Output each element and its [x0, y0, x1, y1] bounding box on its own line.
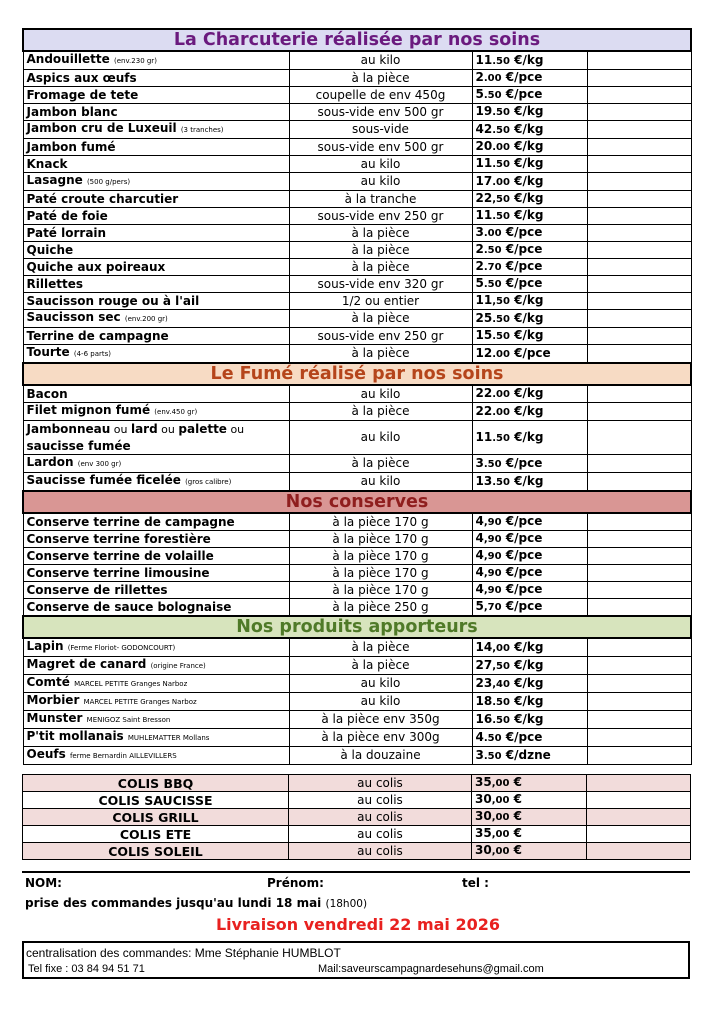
product-price: 20.00 €/kg [472, 139, 587, 156]
product-price: 11.50 €/kg [472, 208, 587, 225]
colis-row [23, 826, 691, 843]
price-list-sheet [22, 28, 690, 860]
quantity-cell [587, 403, 691, 421]
quantity-cell [587, 276, 691, 293]
product-row [23, 276, 691, 293]
colis-unit: au colis [289, 775, 472, 792]
quantity-cell [587, 729, 691, 747]
product-unit: au kilo [289, 473, 472, 492]
product-row [23, 385, 691, 403]
product-price: 3.50 €/pce [472, 455, 587, 473]
product-unit: à la pièce 170 g [289, 513, 472, 531]
quantity-cell [587, 104, 691, 121]
product-unit: à la douzaine [289, 747, 472, 765]
colis-name: COLIS SAUCISSE [23, 792, 289, 809]
product-unit: à la pièce env 350g [289, 711, 472, 729]
product-price: 22,50 €/kg [472, 191, 587, 208]
product-row [23, 156, 691, 173]
quantity-cell [587, 455, 691, 473]
product-name: Jambon fumé [23, 139, 289, 156]
quantity-cell [587, 328, 691, 345]
product-unit: sous-vide env 320 gr [289, 276, 472, 293]
product-price: 19.50 €/kg [472, 104, 587, 121]
product-price: 15.50 €/kg [472, 328, 587, 345]
product-note: (origine France) [150, 662, 206, 670]
product-name: Munster MENIGOZ Saint Bresson [23, 711, 289, 729]
quantity-cell [587, 675, 691, 693]
product-price: 2.70 €/pce [472, 259, 587, 276]
product-name: Terrine de campagne [23, 328, 289, 345]
product-row [23, 582, 691, 599]
product-unit: à la pièce [289, 455, 472, 473]
product-note: MARCEL PETITE Granges Narboz [83, 698, 197, 706]
order-form [22, 871, 690, 910]
product-unit: à la pièce [289, 310, 472, 328]
product-row [23, 675, 691, 693]
product-row [23, 293, 691, 310]
product-name: Conserve terrine de volaille [23, 548, 289, 565]
quantity-cell [587, 87, 691, 104]
quantity-cell [587, 242, 691, 259]
product-row [23, 729, 691, 747]
quantity-cell [587, 293, 691, 310]
colis-price: 35,00 € [472, 775, 587, 792]
product-name: Lasagne (500 g/pers) [23, 173, 289, 191]
product-name: Fromage de tete [23, 87, 289, 104]
product-row [23, 599, 691, 617]
product-unit: au kilo [289, 156, 472, 173]
product-price: 3.50 €/dzne [472, 747, 587, 765]
product-unit: au kilo [289, 421, 472, 455]
quantity-cell [587, 809, 691, 826]
product-row [23, 225, 691, 242]
product-unit: sous-vide env 250 gr [289, 208, 472, 225]
contact-phone: Tel fixe : 03 84 94 51 71 [28, 963, 145, 975]
quantity-cell [587, 345, 691, 364]
quantity-cell [587, 173, 691, 191]
product-unit: sous-vide [289, 121, 472, 139]
product-name: Oeufs ferme Bernardin AILLEVILLERS [23, 747, 289, 765]
colis-row [23, 843, 691, 860]
product-price: 2.00 €/pce [472, 70, 587, 87]
product-price: 42.50 €/kg [472, 121, 587, 139]
quantity-cell [587, 775, 691, 792]
colis-name: COLIS ETE [23, 826, 289, 843]
prenom-field-label: Prénom: [267, 876, 324, 890]
product-row [23, 51, 691, 70]
product-name: Conserve terrine forestière [23, 531, 289, 548]
product-note: (env.200 gr) [124, 315, 168, 323]
product-name: Conserve terrine limousine [23, 565, 289, 582]
quantity-cell [587, 657, 691, 675]
product-name: Tourte (4-6 parts) [23, 345, 289, 364]
product-price: 2.50 €/pce [472, 242, 587, 259]
product-name: Jambon blanc [23, 104, 289, 121]
product-name: Lardon (env 300 gr) [23, 455, 289, 473]
product-price: 11.50 €/kg [472, 421, 587, 455]
tel-field-label: tel : [462, 876, 489, 890]
product-row [23, 242, 691, 259]
quantity-cell [587, 747, 691, 765]
quantity-cell [587, 156, 691, 173]
product-price: 5.50 €/pce [472, 87, 587, 104]
section-header [23, 29, 691, 51]
quantity-cell [587, 310, 691, 328]
quantity-cell [587, 473, 691, 492]
quantity-cell [587, 693, 691, 711]
product-price: 3.00 €/pce [472, 225, 587, 242]
product-name: Conserve de sauce bolognaise [23, 599, 289, 617]
product-name: Bacon [23, 385, 289, 403]
product-unit: sous-vide env 250 gr [289, 328, 472, 345]
product-name: Quiche aux poireaux [23, 259, 289, 276]
product-unit: à la pièce 170 g [289, 582, 472, 599]
product-note: (500 g/pers) [86, 178, 131, 186]
product-note: (env.450 gr) [154, 408, 198, 416]
quantity-cell [587, 225, 691, 242]
quantity-cell [587, 792, 691, 809]
product-price: 13.50 €/kg [472, 473, 587, 492]
product-row [23, 70, 691, 87]
product-name: Knack [23, 156, 289, 173]
contact-mail: Mail:saveurscampagnardesehuns@gmail.com [318, 963, 544, 975]
product-unit: à la pièce [289, 225, 472, 242]
colis-name: COLIS SOLEIL [23, 843, 289, 860]
product-price: 4.50 €/pce [472, 729, 587, 747]
quantity-cell [587, 638, 691, 657]
quantity-cell [587, 421, 691, 455]
product-row [23, 139, 691, 156]
product-price: 17.00 €/kg [472, 173, 587, 191]
product-unit: à la pièce 170 g [289, 548, 472, 565]
product-price: 11,50 €/kg [472, 293, 587, 310]
product-unit: à la pièce 250 g [289, 599, 472, 617]
product-row [23, 747, 691, 765]
product-unit: sous-vide env 500 gr [289, 139, 472, 156]
product-unit: à la pièce [289, 242, 472, 259]
product-row [23, 310, 691, 328]
price-table [22, 28, 692, 765]
product-row [23, 531, 691, 548]
product-price: 14,00 €/kg [472, 638, 587, 657]
product-name: Morbier MARCEL PETITE Granges Narboz [23, 693, 289, 711]
product-note: ferme Bernardin AILLEVILLERS [69, 752, 177, 760]
product-name: Paté croute charcutier [23, 191, 289, 208]
quantity-cell [587, 70, 691, 87]
product-row [23, 173, 691, 191]
product-unit: à la pièce [289, 403, 472, 421]
product-unit: au kilo [289, 51, 472, 70]
product-note: (env 300 gr) [77, 460, 122, 468]
quantity-cell [587, 385, 691, 403]
product-row [23, 548, 691, 565]
colis-price: 30,00 € [472, 809, 587, 826]
product-price: 23,40 €/kg [472, 675, 587, 693]
product-unit: à la pièce [289, 259, 472, 276]
product-price: 4,90 €/pce [472, 582, 587, 599]
product-unit: à la pièce [289, 657, 472, 675]
product-note: (4-6 parts) [73, 350, 111, 358]
quantity-cell [587, 711, 691, 729]
product-note: (gros calibre) [185, 478, 232, 486]
colis-price: 30,00 € [472, 792, 587, 809]
customer-fields [22, 871, 690, 892]
section-title: Nos produits apporteurs [23, 616, 691, 638]
product-row [23, 87, 691, 104]
colis-row [23, 775, 691, 792]
product-row [23, 104, 691, 121]
delivery-date: Livraison vendredi 22 mai 2026 [215, 915, 501, 934]
quantity-cell [587, 513, 691, 531]
product-price: 18.50 €/kg [472, 693, 587, 711]
product-row [23, 455, 691, 473]
product-note: (Ferme Floriot- GODONCOURT) [67, 644, 176, 652]
section-title: La Charcuterie réalisée par nos soins [23, 29, 691, 51]
product-price: 16.50 €/kg [472, 711, 587, 729]
product-name: Quiche [23, 242, 289, 259]
section-header [23, 616, 691, 638]
product-unit: à la pièce [289, 638, 472, 657]
product-row [23, 711, 691, 729]
product-price: 11.50 €/kg [472, 156, 587, 173]
product-row [23, 345, 691, 364]
section-header [23, 491, 691, 513]
product-price: 4,90 €/pce [472, 565, 587, 582]
product-name: Conserve de rillettes [23, 582, 289, 599]
product-name: Jambon cru de Luxeuil (3 tranches) [23, 121, 289, 139]
quantity-cell [587, 121, 691, 139]
colis-row [23, 809, 691, 826]
product-unit: 1/2 ou entier [289, 293, 472, 310]
deadline-time: (18h00) [325, 898, 368, 910]
product-name: Magret de canard (origine France) [23, 657, 289, 675]
product-name: P'tit mollanais MUHLEMATTER Mollans [23, 729, 289, 747]
product-row [23, 473, 691, 492]
product-note: (env.230 gr) [113, 57, 157, 65]
product-row [23, 121, 691, 139]
product-price: 22.00 €/kg [472, 385, 587, 403]
product-name: Andouillette (env.230 gr) [23, 51, 289, 70]
contact-central: centralisation des commandes: Mme Stéphanie HUMBLOT [26, 946, 341, 960]
product-unit: à la tranche [289, 191, 472, 208]
quantity-cell [587, 531, 691, 548]
order-deadline [25, 896, 690, 910]
quantity-cell [587, 826, 691, 843]
quantity-cell [587, 139, 691, 156]
product-unit: à la pièce env 300g [289, 729, 472, 747]
product-row [23, 259, 691, 276]
section-header [23, 363, 691, 385]
section-title: Nos conserves [23, 491, 691, 513]
product-row [23, 565, 691, 582]
product-name: Lapin (Ferme Floriot- GODONCOURT) [23, 638, 289, 657]
quantity-cell [587, 259, 691, 276]
product-name: Aspics aux œufs [23, 70, 289, 87]
product-row [23, 208, 691, 225]
product-price: 12.00 €/pce [472, 345, 587, 364]
section-title: Le Fumé réalisé par nos soins [23, 363, 691, 385]
product-price: 11.50 €/kg [472, 51, 587, 70]
product-price: 4,90 €/pce [472, 548, 587, 565]
product-note: MENIGOZ Saint Bresson [86, 716, 171, 724]
product-name: Paté de foie [23, 208, 289, 225]
product-name: Paté lorrain [23, 225, 289, 242]
product-unit: sous-vide env 500 gr [289, 104, 472, 121]
colis-name: COLIS BBQ [23, 775, 289, 792]
product-name: Comté MARCEL PETITE Granges Narboz [23, 675, 289, 693]
colis-unit: au colis [289, 809, 472, 826]
product-price: 22.00 €/kg [472, 403, 587, 421]
product-name: Saucisson rouge ou à l'ail [23, 293, 289, 310]
product-note: (3 tranches) [180, 126, 224, 134]
product-unit: coupelle de env 450g [289, 87, 472, 104]
quantity-cell [587, 51, 691, 70]
product-row [23, 421, 691, 455]
product-price: 4,90 €/pce [472, 513, 587, 531]
product-price: 5.50 €/pce [472, 276, 587, 293]
product-row [23, 693, 691, 711]
quantity-cell [587, 599, 691, 617]
product-unit: à la pièce [289, 345, 472, 364]
product-unit: au kilo [289, 675, 472, 693]
product-row [23, 513, 691, 531]
product-name: Filet mignon fumé (env.450 gr) [23, 403, 289, 421]
product-row [23, 403, 691, 421]
product-price: 25.50 €/kg [472, 310, 587, 328]
quantity-cell [587, 843, 691, 860]
contact-box [22, 941, 690, 979]
quantity-cell [587, 582, 691, 599]
quantity-cell [587, 565, 691, 582]
quantity-cell [587, 548, 691, 565]
deadline-text: prise des commandes jusqu'au lundi 18 mai [25, 896, 322, 910]
product-unit: au kilo [289, 385, 472, 403]
product-row [23, 638, 691, 657]
product-row [23, 328, 691, 345]
product-price: 4,90 €/pce [472, 531, 587, 548]
colis-price: 30,00 € [472, 843, 587, 860]
product-note: MARCEL PETITE Granges Narboz [74, 680, 188, 688]
colis-price: 35,00 € [472, 826, 587, 843]
product-unit: à la pièce 170 g [289, 531, 472, 548]
colis-unit: au colis [289, 826, 472, 843]
product-note: MUHLEMATTER Mollans [127, 734, 210, 742]
product-price: 27,50 €/kg [472, 657, 587, 675]
product-name: Jambonneau ou lard ou palette ou saucisse fumée [23, 421, 289, 455]
product-name: Rillettes [23, 276, 289, 293]
quantity-cell [587, 208, 691, 225]
product-unit: à la pièce 170 g [289, 565, 472, 582]
product-name: Saucisson sec (env.200 gr) [23, 310, 289, 328]
product-price: 5,70 €/pce [472, 599, 587, 617]
colis-table [22, 774, 691, 860]
product-row [23, 191, 691, 208]
product-unit: au kilo [289, 173, 472, 191]
nom-field-label: NOM: [25, 876, 62, 890]
product-name: Conserve terrine de campagne [23, 513, 289, 531]
colis-name: COLIS GRILL [23, 809, 289, 826]
quantity-cell [587, 191, 691, 208]
colis-row [23, 792, 691, 809]
product-unit: au kilo [289, 693, 472, 711]
colis-unit: au colis [289, 843, 472, 860]
product-name: Saucisse fumée ficelée (gros calibre) [23, 473, 289, 492]
product-row [23, 657, 691, 675]
product-unit: à la pièce [289, 70, 472, 87]
colis-unit: au colis [289, 792, 472, 809]
